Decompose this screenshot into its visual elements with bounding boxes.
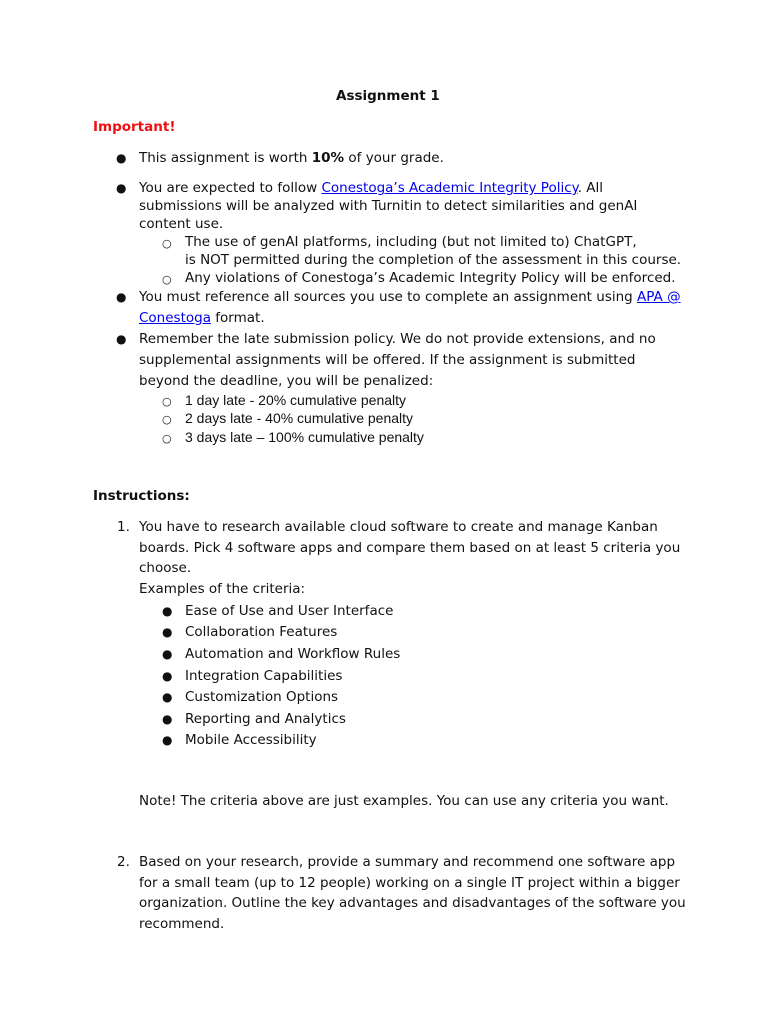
bullet-icon: ●	[116, 181, 127, 195]
instruction-2-line3: organization. Outline the key advantages and disadvantages of the software you	[139, 895, 686, 911]
list-number: 1.	[117, 519, 130, 535]
penalty-item: 1 day late - 20% cumulative penalty	[185, 392, 407, 408]
examples-label: Examples of the criteria:	[139, 581, 306, 597]
bullet-late-policy-line3: beyond the deadline, you will be penalized:	[139, 373, 434, 389]
bullet-icon: ●	[116, 290, 127, 304]
text: You must reference all sources you use to complete an assignment using	[139, 289, 638, 305]
circle-bullet-icon: ○	[162, 395, 172, 408]
bullet-icon: ●	[116, 151, 127, 165]
apa-conestoga-link[interactable]: Conestoga	[139, 310, 211, 326]
bullet-icon: ●	[162, 690, 173, 704]
bullet-integrity-line3: content use.	[139, 216, 224, 232]
criteria-note: Note! The criteria above are just examples. You can use any criteria you want.	[139, 793, 669, 809]
circle-bullet-icon: ○	[162, 413, 172, 426]
circle-bullet-icon: ○	[162, 273, 172, 286]
bullet-late-policy-line1: Remember the late submission policy. We do not provide extensions, and no	[139, 331, 656, 347]
bullet-icon: ●	[162, 669, 173, 683]
page-title: Assignment 1	[336, 88, 440, 104]
text: You are expected to follow	[139, 180, 322, 196]
instruction-1-line1: You have to research available cloud software to create and manage Kanban	[139, 519, 658, 535]
instructions-heading: Instructions:	[93, 488, 190, 504]
bullet-grade-weight	[139, 150, 444, 167]
criteria-item: Mobile Accessibility	[185, 732, 317, 748]
bullet-icon: ●	[162, 625, 173, 639]
criteria-item: Collaboration Features	[185, 624, 338, 640]
penalty-item: 3 days late – 100% cumulative penalty	[185, 429, 424, 445]
penalty-item: 2 days late - 40% cumulative penalty	[185, 410, 414, 426]
text: of your grade.	[344, 150, 444, 166]
instruction-2-line1: Based on your research, provide a summary and recommend one software app	[139, 854, 676, 870]
text: format.	[210, 310, 265, 326]
sub-bullet-genai-line1: The use of genAI platforms, including (but not limited to) ChatGPT,	[185, 234, 637, 250]
bullet-icon: ●	[162, 733, 173, 747]
bullet-integrity-line2: submissions will be analyzed with Turnitin to detect similarities and genAI	[139, 198, 638, 214]
text: This assignment is worth	[139, 150, 312, 166]
criteria-item: Ease of Use and User Interface	[185, 603, 394, 619]
circle-bullet-icon: ○	[162, 237, 172, 250]
bullet-integrity	[139, 180, 603, 197]
sub-bullet-genai-line2: is NOT permitted during the completion of the assessment in this course.	[185, 252, 682, 268]
bullet-icon: ●	[162, 647, 173, 661]
list-number: 2.	[117, 854, 130, 870]
instruction-1-line3: choose.	[139, 560, 192, 576]
apa-link[interactable]: APA @	[637, 289, 681, 305]
grade-percent: 10%	[311, 150, 345, 166]
bullet-apa	[139, 289, 681, 306]
sub-bullet-violations: Any violations of Conestoga’s Academic Integrity Policy will be enforced.	[185, 270, 676, 286]
bullet-apa-line2	[139, 310, 265, 327]
bullet-icon: ●	[162, 604, 173, 618]
bullet-late-policy-line2: supplemental assignments will be offered. If the assignment is submitted	[139, 352, 636, 368]
criteria-item: Automation and Workflow Rules	[185, 646, 401, 662]
bullet-icon: ●	[116, 332, 127, 346]
important-label: Important!	[93, 119, 176, 135]
circle-bullet-icon: ○	[162, 432, 172, 445]
bullet-icon: ●	[162, 712, 173, 726]
criteria-item: Integration Capabilities	[185, 668, 343, 684]
criteria-item: Customization Options	[185, 689, 339, 705]
criteria-item: Reporting and Analytics	[185, 711, 346, 727]
text: . All	[577, 180, 604, 196]
academic-integrity-policy-link[interactable]: Conestoga’s Academic Integrity Policy	[321, 180, 578, 196]
instruction-1-line2: boards. Pick 4 software apps and compare them based on at least 5 criteria you	[139, 540, 681, 556]
instruction-2-line4: recommend.	[139, 916, 225, 932]
instruction-2-line2: for a small team (up to 12 people) working on a single IT project within a bigger	[139, 875, 680, 891]
